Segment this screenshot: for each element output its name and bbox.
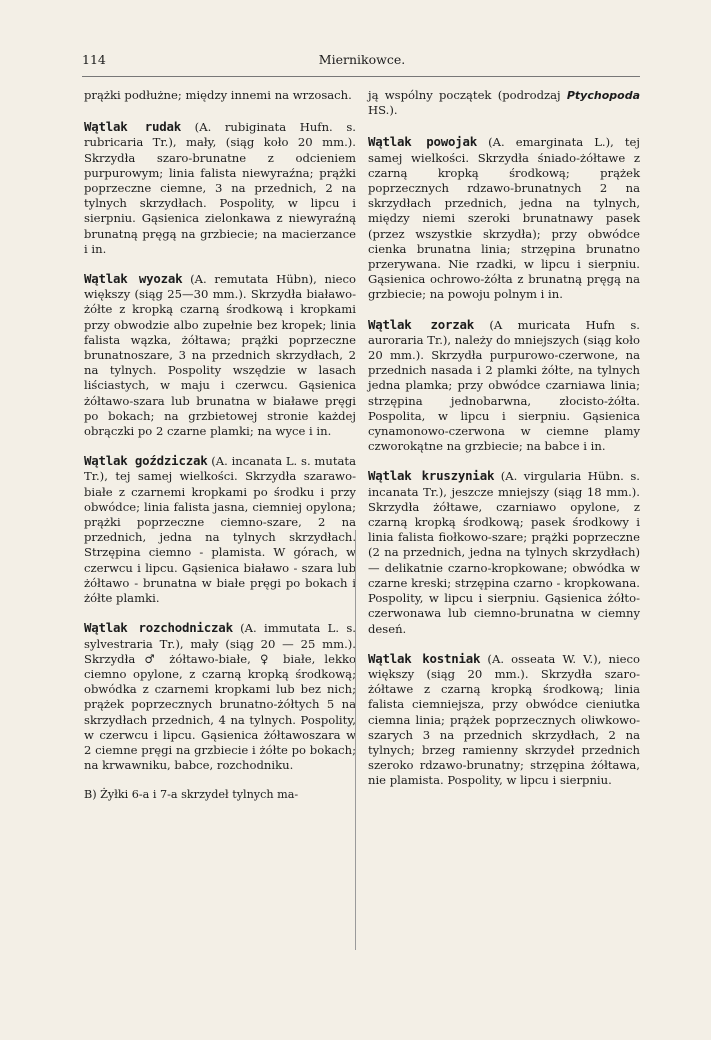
entry-watlak-powojak	[368, 134, 640, 302]
entry-text: (A. immutata L. s. sylvestraria Tr.), mały (siąg 20 — 25 mm.). Skrzydła ♂ żółtawo-białe, ♀ białe, lekko ciemno opylone, z czarną kropką środkową; obwódka z czarnemi kropkami lub bez nich; prążek poprzecznych brunatno-żółtych 5 na skrzydłach przednich, 4 na tylnych. Pospolity, w czerwcu i lipcu. Gąsienica żółtawoszara w 2 ciemne pręgi na grzbiecie i żółte po bokach; na krwawniku, babce, rozchodniku.	[84, 621, 356, 773]
right-column	[368, 88, 640, 803]
entry-watlak-kostniak	[368, 651, 640, 789]
entry-text: (A. rubiginata Hufn. s. rubricaria Tr.), mały, (siąg koło 20 mm.). Skrzydła szaro-brunatne z odcieniem purpurowym; linia falista niewyraźna; prążki poprzeczne ciemne, 3 na przednich, 2 na tylnych skrzydłach. Pospolity, w lipcu i sierpniu. Gąsienica zielonkawa z niewyraźną brunatną pręgą na grzbiecie; na macierzance i in.	[84, 120, 356, 256]
entry-watlak-rozchodniczak	[84, 620, 356, 773]
column-divider	[355, 530, 356, 950]
entry-watlak-wyozak	[84, 271, 356, 439]
paragraph-continuation	[368, 88, 640, 118]
entry-term: Wątlak wyozak	[84, 271, 183, 287]
entry-term: Wątlak kostniak	[368, 650, 481, 666]
entry-text: (A muricata Hufn s. auroraria Tr.), należy do mniejszych (siąg koło 20 mm.). Skrzydła purpurowo-czerwone, na przednich nasada i 2 plamki żółte, na tylnych jedna plamka; przy obwódce czarniawa linia; strzępina jednobarwna, złocisto-żółta. Pospolita, w lipcu i sierpniu. Gąsienica cynamonowo-czerwona w ciemne plamy czworokątne na grzbiecie; na babce i in.	[368, 317, 640, 454]
paragraph-continuation: prążki podłużne; między innemi na wrzosach.	[84, 88, 352, 102]
continuation-end: HS.).	[368, 103, 398, 118]
entry-term: Wątlak zorzak	[368, 316, 475, 332]
entry-text: (A. emarginata L.), tej samej wielkości. Skrzydła śniado-żółtawe z czarną kropką środkową; prążek poprzecznych rdzawo-brunatnych 2 na skrzydłach przednich, jedna na tylnych, między niemi szeroki brunatnawy pasek (przez wszystkie skrzydła); przy obwódce cienka brunatna linia; strzępina brunatno przerywana. Nie rzadki, w lipcu i sierpniu. Gąsienica ochrowo-żółta z brunatną pręgą na grzbiecie; na powoju polnym i in.	[368, 135, 640, 302]
entry-term: Wątlak kruszyniak	[368, 468, 495, 484]
entry-text: (A. osseata W. V.), nieco większy (siąg 20 mm.). Skrzydła szaro-żółtawe z czarną kropką środkową; linia falista ciemniejsza, przy obwódce cieniutka ciemna linia; prążek poprzecznych oliwkowo-szarych 3 na przednich skrzydłach, 2 na tylnych; brzeg ramienny skrzydeł przednich szeroko rdzawo-brunatny; strzępina żółtawa, nie plamista. Pospolity, w lipcu i sierpniu.	[368, 651, 640, 788]
entry-text: (A. incanata L. s. mutata Tr.), tej samej wielkości. Skrzydła szarawo-białe z czarnemi kropkami po środku i przy obwódce; linia falista jasna, ciemniej opylona; prążki poprzeczne ciemno-szare, 2 na przednich, jedna na tylnych skrzydłach. Strzępina ciemno - plamista. W górach, w czerwcu i lipcu. Gąsienica białawo - szara lub żółtawo - brunatna w białe pręgi po bokach i żółte plamki.	[84, 454, 356, 606]
continuation-text: ją wspólny początek (podrodzaj	[368, 88, 567, 102]
entry-watlak-gozdziczak	[84, 453, 356, 606]
section-note: B) Żyłki 6-a i 7-a skrzydeł tylnych ma-	[84, 788, 299, 802]
entry-text: (A. virgularia Hübn. s. incanata Tr.), jeszcze mniejszy (siąg 18 mm.). Skrzydła żółtawe, czarniawo opylone, z czarną kropką środkową; pasek środkowy i linia falista fiołkowo-szare; prążki poprzeczne (2 na przednich, jedna na tylnych skrzydłach) — delikatnie czarno-kropkowane; obwódka w czarne kreski; strzępina czarno - kropkowana. Pospolity, w lipcu i sierpniu. Gąsienica żółto-czerwonawa lub ciemno-brunatna w ciemny deseń.	[368, 469, 640, 636]
entry-term: Wątlak powojak	[368, 134, 478, 150]
page-number: 114	[82, 52, 106, 67]
header-rule	[82, 76, 640, 77]
subgenus-name: Ptychopoda	[566, 89, 640, 102]
entry-watlak-zorzak	[368, 317, 640, 455]
page-header	[82, 52, 642, 74]
entry-text: (A. remutata Hübn), nieco większy (siąg 25—30 mm.). Skrzydła białawo-żółte z kropką czarną środkową i kropkami przy obwodzie albo zupełnie bez kropek; linia falista wązka, żółtawa; prążki poprzeczne brunatnoszare, 3 na przednich skrzydłach, 2 na tylnych. Pospolity wszędzie w lasach liściastych, w maju i czerwcu. Gąsienica żółtawo-szara lub brunatna w białawe pręgi po bokach; na grzbietowej stronie każdej obrączki po 2 czarne plamki; na wyce i in.	[84, 272, 356, 439]
entry-term: Wątlak goździczak	[84, 453, 208, 469]
entry-term: Wątlak rudak	[84, 119, 182, 135]
entry-watlak-kruszyniak	[368, 468, 640, 636]
entry-watlak-rudak	[84, 119, 356, 257]
entry-term: Wątlak rozchodniczak	[84, 620, 233, 636]
running-title: Miernikowce.	[318, 52, 406, 67]
left-column	[84, 88, 356, 817]
